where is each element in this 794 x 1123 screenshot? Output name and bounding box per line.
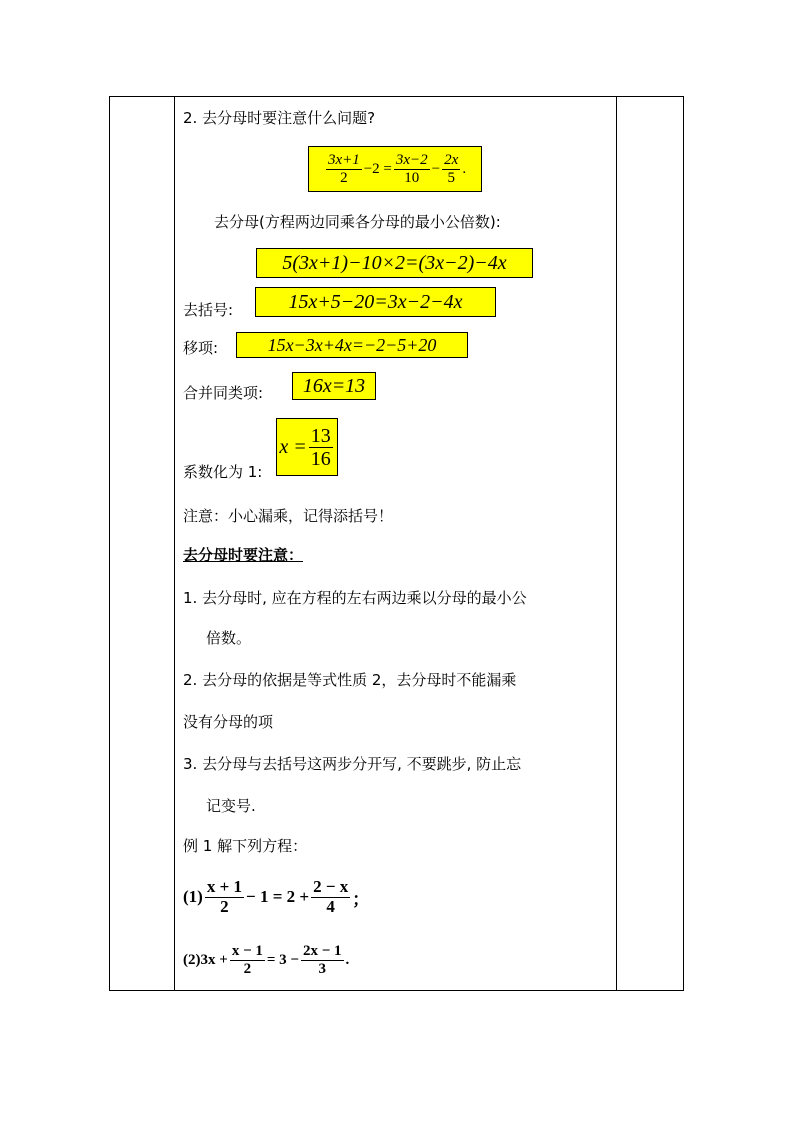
- note-1-line1: 1. 去分母时, 应在方程的左右两边乘以分母的最小公: [183, 589, 527, 607]
- eq-end: .: [462, 160, 467, 177]
- step5-numerator: 13: [310, 424, 331, 447]
- equation-step3: 15x−3x+4x=−2−5+20: [236, 332, 468, 358]
- equation-original: [308, 146, 482, 192]
- equation-step5: [276, 418, 338, 476]
- step5-denominator: 16: [310, 447, 331, 470]
- ex2-frac2-denominator: 3: [318, 960, 327, 977]
- question-2: 2. 去分母时要注意什么问题?: [183, 109, 376, 127]
- note-3-line2: 记变号.: [206, 797, 256, 815]
- step-bracket-label: 去括号:: [183, 301, 234, 319]
- frac1-numerator: 3x+1: [327, 152, 360, 168]
- ex2-frac2-numerator: 2x − 1: [302, 943, 342, 959]
- example-equation-2: [183, 936, 349, 984]
- step5-lhs: x =: [279, 435, 307, 458]
- ex1-end: ；: [352, 889, 370, 909]
- ex1-frac2-denominator: 4: [326, 896, 335, 916]
- note-2-line1: 2. 去分母的依据是等式性质 2，去分母时不能漏乘: [183, 671, 517, 689]
- note-text: 注意：小心漏乘，记得添括号！: [183, 507, 394, 525]
- ex1-frac1-numerator: x + 1: [206, 876, 243, 896]
- equation-step2: 15x+5−20=3x−2−4x: [255, 287, 496, 317]
- ex2-mid: = 3 −: [266, 951, 299, 968]
- ex1-frac2-numerator: 2 − x: [313, 876, 349, 896]
- step-move-label: 移项:: [183, 339, 219, 357]
- frac1-denominator: 2: [340, 169, 348, 186]
- ex2-frac1-numerator: x − 1: [231, 943, 263, 959]
- note-2-line2: 没有分母的项: [183, 713, 274, 731]
- ex2-label: (2): [183, 951, 201, 968]
- step-combine-label: 合并同类项:: [183, 384, 264, 402]
- eq-minus: −: [431, 160, 441, 177]
- step-denominator-label: 去分母(方程两边同乘各分母的最小公倍数):: [214, 213, 501, 231]
- example-equation-1: [183, 873, 369, 921]
- equation-step4: 16x=13: [292, 372, 376, 400]
- ex2-pre: 3x +: [200, 951, 228, 968]
- ex1-frac1-denominator: 2: [220, 896, 229, 916]
- frac2-denominator: 10: [404, 169, 420, 186]
- step-coef-label: 系数化为 1:: [183, 463, 263, 481]
- note-1-line2: 倍数。: [206, 629, 252, 647]
- example-title: 例 1 解下列方程：: [183, 837, 308, 855]
- frac2-numerator: 3x−2: [395, 152, 428, 168]
- frac3-denominator: 5: [447, 169, 455, 186]
- table-divider-left: [174, 97, 175, 990]
- ex2-frac1-denominator: 2: [243, 960, 252, 977]
- ex2-end: .: [345, 951, 350, 968]
- frac3-numerator: 2x: [444, 152, 459, 168]
- table-divider-right: [616, 97, 617, 990]
- ex1-mid: − 1 = 2 +: [246, 887, 310, 906]
- equation-step1: 5(3x+1)−10×2=(3x−2)−4x: [256, 248, 533, 278]
- eq-mid: −2 =: [363, 160, 392, 177]
- note-3-line1: 3. 去分母与去括号这两步分开写, 不要跳步, 防止忘: [183, 755, 522, 773]
- ex1-label: (1): [183, 887, 203, 906]
- notes-title: 去分母时要注意：: [183, 546, 304, 564]
